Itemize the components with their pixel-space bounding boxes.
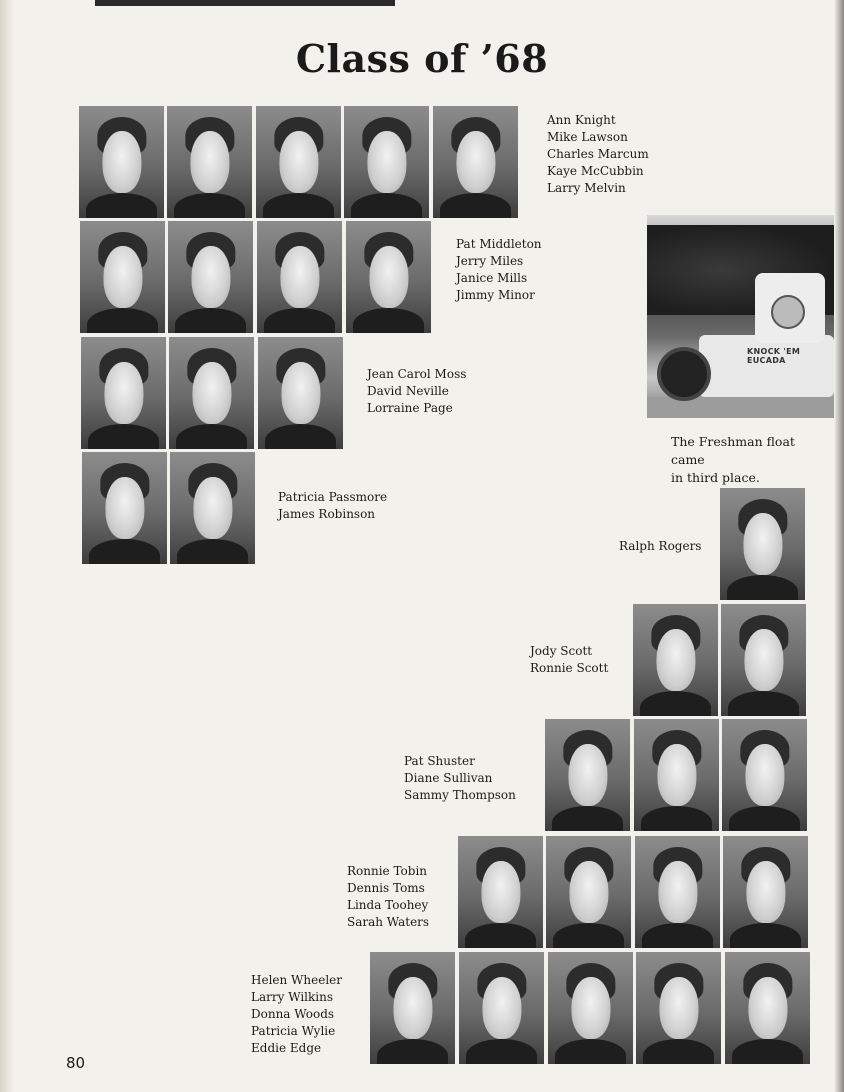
student-name: Ralph Rogers <box>619 539 702 553</box>
names-group-3 <box>367 366 466 417</box>
portrait-shoulders <box>730 923 801 948</box>
portrait-face <box>657 744 696 807</box>
student-portrait <box>370 952 455 1064</box>
student-portrait <box>546 836 631 948</box>
student-name: Jean Carol Moss <box>367 367 467 381</box>
portrait-shoulders <box>727 575 798 600</box>
student-portrait <box>344 106 429 218</box>
student-portrait <box>80 221 165 333</box>
student-name: Diane Sullivan <box>404 771 493 785</box>
portrait-shoulders <box>641 806 712 831</box>
portrait-face <box>105 477 144 540</box>
student-portrait <box>459 952 544 1064</box>
portrait-face <box>658 861 697 924</box>
portrait-shoulders <box>177 539 248 564</box>
student-name: Ronnie Scott <box>530 661 609 675</box>
names-group-8 <box>347 863 429 931</box>
portrait-shoulders <box>465 923 536 948</box>
names-group-9 <box>251 972 342 1057</box>
student-name: Charles Marcum <box>547 147 649 161</box>
student-portrait <box>256 106 341 218</box>
portrait-shoulders <box>87 308 158 333</box>
portrait-shoulders <box>88 424 159 449</box>
student-name: Pat Shuster <box>404 754 475 768</box>
caption-line: in third place. <box>671 470 760 485</box>
page-title: Class of ’68 <box>295 36 549 81</box>
names-group-4 <box>278 489 387 523</box>
student-name: Eddie Edge <box>251 1041 322 1055</box>
portrait-face <box>659 977 698 1040</box>
portrait-shoulders <box>174 193 245 218</box>
student-portrait <box>82 452 167 564</box>
portrait-face <box>280 246 319 309</box>
student-name: Sarah Waters <box>347 915 430 929</box>
student-portrait <box>633 604 718 716</box>
student-name: Lorraine Page <box>367 401 453 415</box>
page-number: 80 <box>66 1054 86 1072</box>
student-name: Ann Knight <box>547 113 616 127</box>
student-portrait <box>721 604 806 716</box>
student-name: Jimmy Minor <box>456 288 535 302</box>
student-portrait <box>81 337 166 449</box>
student-portrait <box>634 719 719 831</box>
portrait-shoulders <box>553 923 624 948</box>
portrait-face <box>102 131 141 194</box>
student-portrait <box>167 106 252 218</box>
names-group-1 <box>547 112 649 197</box>
student-name: David Neville <box>367 384 449 398</box>
student-name: Helen Wheeler <box>251 973 342 987</box>
student-name: Larry Wilkins <box>251 990 333 1004</box>
portrait-shoulders <box>175 308 246 333</box>
portrait-face <box>568 744 607 807</box>
caption-line: The Freshman float came <box>671 434 795 467</box>
portrait-shoulders <box>89 539 160 564</box>
student-portrait <box>170 452 255 564</box>
page-edge-right <box>834 0 844 1092</box>
student-name: Linda Toohey <box>347 898 429 912</box>
portrait-face <box>456 131 495 194</box>
portrait-shoulders <box>643 1039 714 1064</box>
student-name: Jerry Miles <box>456 254 524 268</box>
portrait-face <box>193 477 232 540</box>
student-portrait <box>545 719 630 831</box>
student-portrait <box>723 836 808 948</box>
student-name: Patricia Wylie <box>251 1024 336 1038</box>
portrait-face <box>191 246 230 309</box>
portrait-face <box>744 629 783 692</box>
portrait-face <box>746 861 785 924</box>
student-portrait <box>168 221 253 333</box>
portrait-shoulders <box>176 424 247 449</box>
student-portrait <box>257 221 342 333</box>
student-portrait <box>169 337 254 449</box>
student-portrait <box>720 488 805 600</box>
portrait-shoulders <box>353 308 424 333</box>
tractor-wheel <box>657 347 711 401</box>
student-portrait <box>725 952 810 1064</box>
student-portrait <box>458 836 543 948</box>
portrait-face <box>104 362 143 425</box>
portrait-shoulders <box>552 806 623 831</box>
portrait-shoulders <box>440 193 511 218</box>
portrait-shoulders <box>264 308 335 333</box>
float-body <box>699 335 834 397</box>
portrait-shoulders <box>555 1039 626 1064</box>
portrait-face <box>190 131 229 194</box>
portrait-shoulders <box>642 923 713 948</box>
names-group-2 <box>456 236 542 304</box>
student-portrait <box>636 952 721 1064</box>
portrait-face <box>656 629 695 692</box>
student-portrait <box>722 719 807 831</box>
portrait-face <box>571 977 610 1040</box>
student-name: Ronnie Tobin <box>347 864 428 878</box>
portrait-shoulders <box>728 691 799 716</box>
portrait-face <box>367 131 406 194</box>
student-name: Larry Melvin <box>547 181 626 195</box>
student-name: Janice Mills <box>456 271 528 285</box>
portrait-face <box>279 131 318 194</box>
portrait-face <box>393 977 432 1040</box>
portrait-shoulders <box>265 424 336 449</box>
student-name: Patricia Passmore <box>278 490 388 504</box>
portrait-shoulders <box>466 1039 537 1064</box>
names-group-5 <box>619 538 701 555</box>
names-group-7 <box>404 753 516 804</box>
student-portrait <box>346 221 431 333</box>
portrait-shoulders <box>729 806 800 831</box>
portrait-shoulders <box>732 1039 803 1064</box>
student-name: Dennis Toms <box>347 881 425 895</box>
student-portrait <box>433 106 518 218</box>
portrait-face <box>481 861 520 924</box>
portrait-shoulders <box>640 691 711 716</box>
student-name: Donna Woods <box>251 1007 335 1021</box>
portrait-shoulders <box>86 193 157 218</box>
portrait-shoulders <box>351 193 422 218</box>
student-portrait <box>258 337 343 449</box>
float-caption <box>671 433 831 487</box>
portrait-shoulders <box>263 193 334 218</box>
portrait-face <box>748 977 787 1040</box>
portrait-shoulders <box>377 1039 448 1064</box>
portrait-face <box>569 861 608 924</box>
student-portrait <box>635 836 720 948</box>
portrait-face <box>369 246 408 309</box>
student-name: Kaye McCubbin <box>547 164 644 178</box>
student-name: James Robinson <box>278 507 376 521</box>
student-name: Mike Lawson <box>547 130 628 144</box>
portrait-face <box>743 513 782 576</box>
student-name: Jody Scott <box>530 644 593 658</box>
road <box>647 397 834 418</box>
clock-icon <box>771 295 805 329</box>
page-edge-left <box>0 0 14 1092</box>
float-sign: KNOCK 'EM EUCADA <box>747 347 801 365</box>
names-group-6 <box>530 643 608 677</box>
student-name: Sammy Thompson <box>404 788 516 802</box>
student-portrait <box>79 106 164 218</box>
freshman-float-photo <box>647 215 834 418</box>
student-portrait <box>548 952 633 1064</box>
portrait-face <box>482 977 521 1040</box>
top-strip <box>95 0 395 6</box>
portrait-face <box>103 246 142 309</box>
portrait-face <box>745 744 784 807</box>
portrait-face <box>281 362 320 425</box>
portrait-face <box>192 362 231 425</box>
student-name: Pat Middleton <box>456 237 542 251</box>
